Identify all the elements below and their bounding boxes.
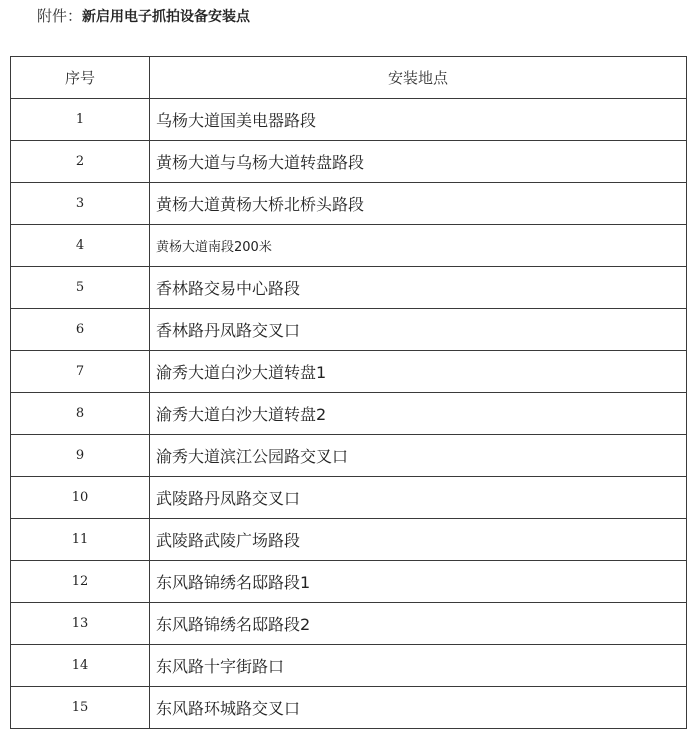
document-title: 新启用电子抓拍设备安装点 [82, 9, 251, 25]
serial-number-cell: 10 [11, 477, 150, 519]
serial-number-cell: 6 [11, 309, 150, 351]
serial-number-cell: 9 [11, 435, 150, 477]
serial-number-cell: 4 [11, 225, 150, 267]
serial-number-cell: 13 [11, 603, 150, 645]
table-row [11, 435, 687, 477]
serial-number-cell: 8 [11, 393, 150, 435]
location-cell: 乌杨大道国美电器路段 [150, 99, 687, 141]
table-row [11, 141, 687, 183]
location-cell: 武陵路丹凤路交叉口 [150, 477, 687, 519]
installation-sites-table [10, 56, 687, 729]
table-row [11, 393, 687, 435]
location-cell: 东风路环城路交叉口 [150, 687, 687, 729]
location-cell: 渝秀大道白沙大道转盘2 [150, 393, 687, 435]
column-header-serial: 序号 [11, 57, 150, 99]
table-row [11, 99, 687, 141]
table-row [11, 309, 687, 351]
location-cell: 黄杨大道与乌杨大道转盘路段 [150, 141, 687, 183]
table-header-row [11, 57, 687, 99]
location-cell: 渝秀大道滨江公园路交叉口 [150, 435, 687, 477]
location-cell: 香林路交易中心路段 [150, 267, 687, 309]
serial-number-cell: 7 [11, 351, 150, 393]
table-row [11, 183, 687, 225]
document-heading [37, 4, 250, 28]
serial-number-cell: 14 [11, 645, 150, 687]
table-row [11, 351, 687, 393]
table-row [11, 645, 687, 687]
column-header-location: 安装地点 [150, 57, 687, 99]
attachment-label: 附件： [37, 7, 83, 25]
table-row [11, 603, 687, 645]
table-row [11, 477, 687, 519]
serial-number-cell: 1 [11, 99, 150, 141]
table-row [11, 225, 687, 267]
location-cell: 香林路丹凤路交叉口 [150, 309, 687, 351]
location-cell: 黄杨大道黄杨大桥北桥头路段 [150, 183, 687, 225]
serial-number-cell: 11 [11, 519, 150, 561]
location-cell: 东风路十字街路口 [150, 645, 687, 687]
serial-number-cell: 3 [11, 183, 150, 225]
location-cell: 东风路锦绣名邸路段1 [150, 561, 687, 603]
location-cell: 东风路锦绣名邸路段2 [150, 603, 687, 645]
table-row [11, 687, 687, 729]
serial-number-cell: 5 [11, 267, 150, 309]
table-row [11, 267, 687, 309]
serial-number-cell: 2 [11, 141, 150, 183]
table-row [11, 519, 687, 561]
location-cell: 黄杨大道南段200米 [150, 225, 687, 267]
serial-number-cell: 15 [11, 687, 150, 729]
location-cell: 武陵路武陵广场路段 [150, 519, 687, 561]
serial-number-cell: 12 [11, 561, 150, 603]
location-cell: 渝秀大道白沙大道转盘1 [150, 351, 687, 393]
table-row [11, 561, 687, 603]
